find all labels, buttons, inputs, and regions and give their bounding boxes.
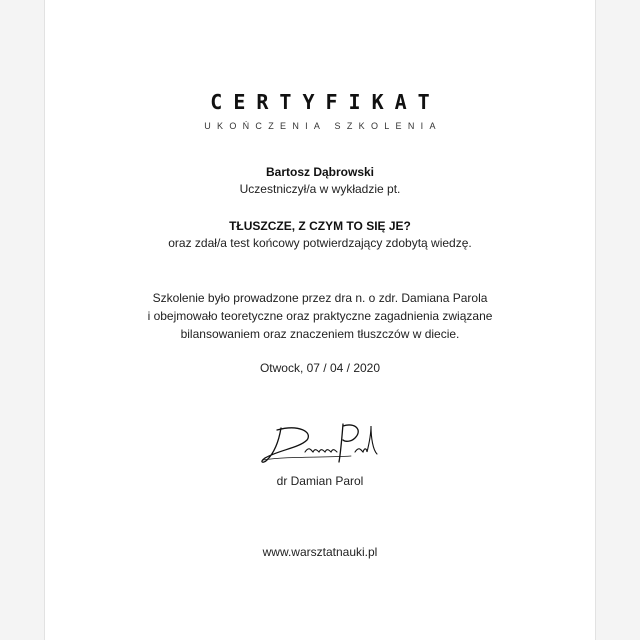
description-line: bilansowaniem oraz znaczeniem tłuszczów w diecie. (180, 327, 460, 341)
description-line: i obejmowało teoretyczne oraz praktyczne zagadnienia związane (147, 309, 493, 323)
participated-line: Uczestniczył/a w wykładzie pt. (239, 182, 401, 196)
website-link[interactable]: www.warsztatnauki.pl (262, 545, 378, 559)
description-line: Szkolenie było prowadzone przez dra n. o zdr. Damiana Parola (152, 291, 488, 305)
signer-name: dr Damian Parol (276, 474, 364, 488)
handwritten-signature (259, 420, 379, 466)
certificate-title: CERTYFIKAT (210, 90, 441, 114)
course-title: TŁUSZCZE, Z CZYM TO SIĘ JE? (229, 219, 411, 233)
place-and-date: Otwock, 07 / 04 / 2020 (259, 361, 381, 375)
test-line: oraz zdał/a test końcowy potwierdzający zdobytą wiedzę. (168, 236, 472, 250)
participant-name: Bartosz Dąbrowski (265, 165, 375, 179)
certificate-subtitle: UKOŃCZENIA SZKOLENIA (204, 121, 442, 131)
certificate-page (44, 0, 596, 640)
